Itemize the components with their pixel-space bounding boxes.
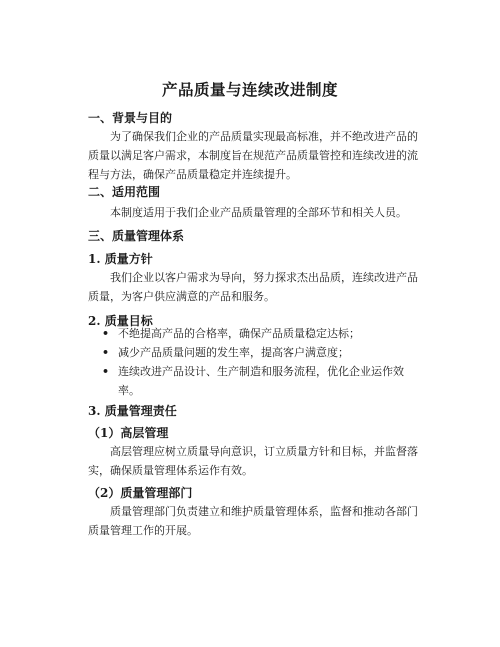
list-item: • 连续改进产品设计、生产制造和服务流程，优化企业运作效率。 [88,362,418,400]
document-title: 产品质量与连续改进制度 [161,80,338,99]
quality-department-heading: （2）质量管理部门 [88,486,193,500]
section-3-heading: 三、质量管理体系 [88,229,185,243]
list-item: • 不绝提高产品的合格率，确保产品质量稳定达标； [88,324,418,343]
quality-responsibility-heading: 3. 质量管理责任 [88,404,177,418]
quality-goals-list [88,324,418,400]
quality-department-text: 质量管理部门负责建立和维护质量管理体系，监督和推动各部门质量管理工作的开展。 [88,505,418,537]
quality-goals-heading: 2. 质量目标 [88,314,153,328]
section-2-text: 本制度适用于我们企业产品质量管理的全部环节和相关人员。 [110,206,407,219]
bullet-icon: • [102,365,110,378]
quality-policy-text: 我们企业以客户需求为导向，努力探求杰出品质，连续改进产品质量，为客户供应满意的产品和服务。 [88,271,418,303]
section-2-heading: 二、适用范围 [88,185,161,199]
senior-management-heading: （1）高层管理 [88,426,169,440]
bullet-icon: • [102,327,110,340]
list-item: • 减少产品质量问题的发生率，提高客户满意度； [88,343,418,362]
section-1-heading: 一、背景与目的 [88,111,173,125]
senior-management-text: 高层管理应树立质量导向意识，订立质量方针和目标，并监督落实，确保质量管理体系运作有效。 [88,445,418,477]
bullet-icon: • [102,346,110,359]
quality-policy-heading: 1. 质量方针 [88,252,153,266]
section-1-text: 为了确保我们企业的产品质量实现最高标准，并不绝改进产品的质量以满足客户需求，本制度旨在规范产品质量管控和连续改进的流程与方法，确保产品质量稳定并连续提升。 [88,130,418,181]
